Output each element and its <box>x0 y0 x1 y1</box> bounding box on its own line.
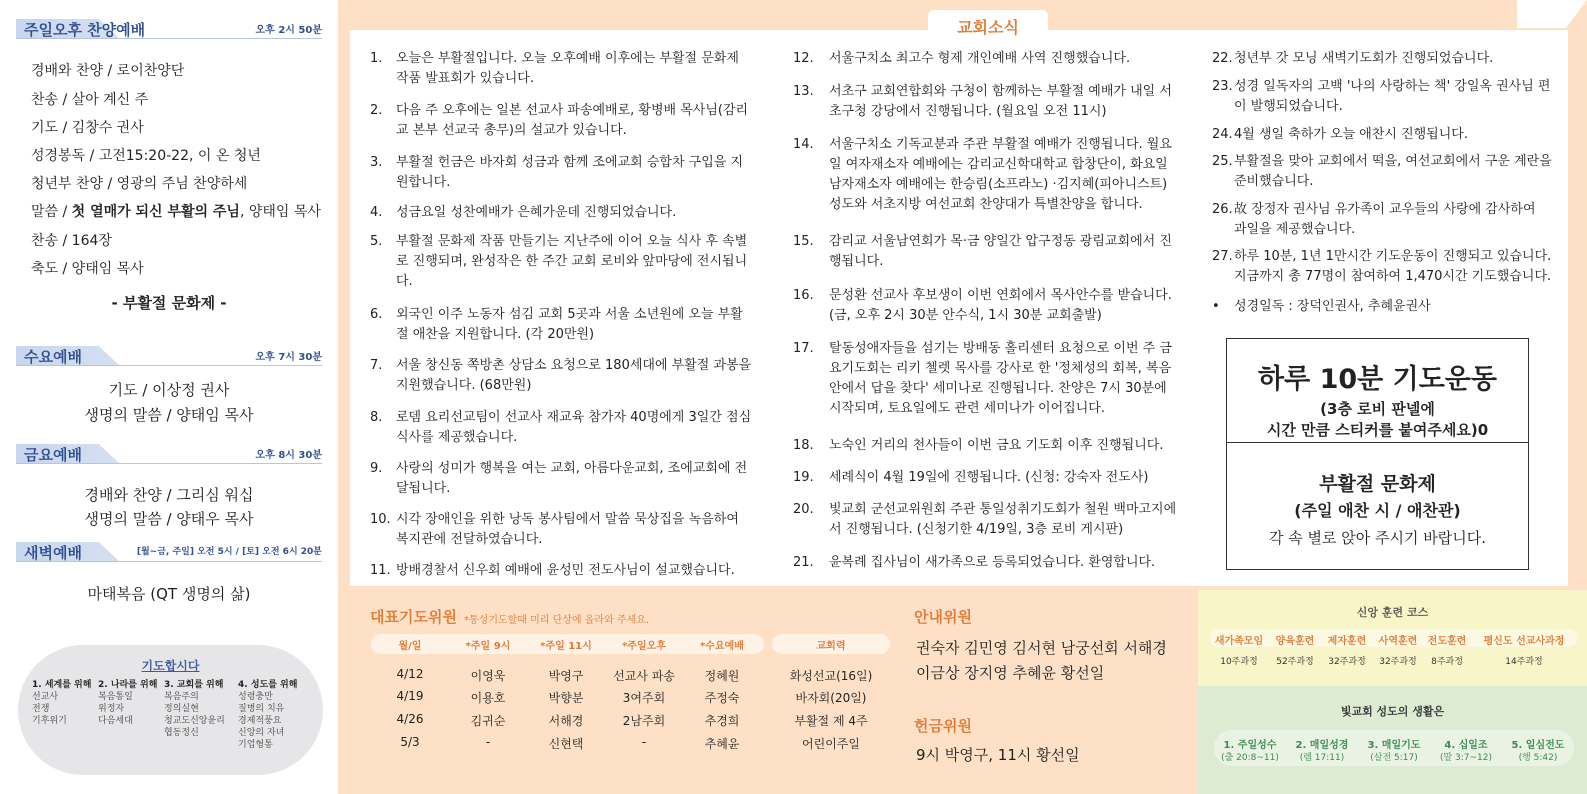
table-cell: 박영구 <box>548 669 584 683</box>
ushers-line2: 이금상 장지영 추혜윤 황선일 <box>916 664 1105 682</box>
news-item <box>793 468 1178 488</box>
news-text: 하루 10분, 1년 1만시간 기도운동이 진행되고 있습니다. 지금까지 총 77명이 참여하여 1,470시간 기도했습니다. <box>1234 249 1552 284</box>
prayer-topic-line: 기업형통 <box>238 740 273 750</box>
prayer-topic-line: 기후위기 <box>32 716 67 726</box>
news-tab <box>928 10 1048 36</box>
service-item: 경배와 찬양 / 그리심 워십 <box>84 486 254 504</box>
dawn-service-title: 새벽예배 <box>24 544 82 562</box>
prayer-topic-line: 협동정신 <box>164 728 199 738</box>
table-cell: 선교사 파송 <box>613 669 675 683</box>
table-cell: - <box>641 735 647 749</box>
table-header: *수요예배 <box>700 641 744 652</box>
prayer-topic-head: 2. 나라를 위해 <box>98 680 158 690</box>
life-header: 5. 일심전도 <box>1511 740 1565 751</box>
table-cell: 서해경 <box>548 714 584 728</box>
campaign-title: 하루 10분 기도운동 <box>1258 364 1497 395</box>
ushers-line1: 권숙자 김민영 김서현 남궁선회 서해경 <box>916 639 1167 657</box>
table-cell: - <box>485 735 491 749</box>
news-text: 4월 생일 축하가 오늘 애찬시 진행됩니다. <box>1234 127 1468 142</box>
service-item: 축도 / 양태임 목사 <box>31 261 144 277</box>
news-number: 22. <box>1212 51 1233 66</box>
table-cell: 주정숙 <box>704 691 740 705</box>
table-cell: 이용호 <box>470 691 506 705</box>
news-item <box>370 305 755 345</box>
service-item: 경배와 찬양 / 로이찬양단 <box>31 63 185 79</box>
life-header: 4. 십일조 <box>1444 740 1488 751</box>
news-text: 방배경찰서 신우회 예배에 윤성민 전도사님이 설교했습니다. <box>396 563 735 578</box>
news-number: 11. <box>370 563 391 578</box>
news-item <box>793 339 1178 419</box>
prayer-topic-line: 복음통일 <box>98 692 133 702</box>
news-number: • <box>1212 299 1220 314</box>
table-cell: 바자회(20일) <box>795 691 867 705</box>
service-item: 생명의 말씀 / 양태우 목사 <box>84 510 254 528</box>
prayer-topic-head: 1. 세계를 위해 <box>32 680 92 690</box>
dawn-service-header <box>16 540 322 564</box>
table-header: 교회력 <box>816 641 846 652</box>
training-value: 32주과정 <box>1328 657 1366 667</box>
life-verse: (말 3:7~12) <box>1439 753 1493 763</box>
news-number: 3. <box>370 155 383 170</box>
news-text: 시각 장애인을 위한 낭독 봉사팀에서 말씀 묵상집을 녹음하여 복지관에 전달하였습니다. <box>396 512 739 547</box>
news-number: 8. <box>370 410 383 425</box>
worship-order-column <box>0 0 338 794</box>
news-item <box>793 82 1178 122</box>
sermon-preacher: , 양태임 목사 <box>239 204 321 220</box>
service-item: 기도 / 김창수 권사 <box>31 120 144 136</box>
prayer-topic-line: 정의실현 <box>164 704 199 714</box>
life-header: 3. 매일기도 <box>1367 740 1421 751</box>
prayer-topics-box <box>18 645 323 775</box>
life-verse: (렘 17:11) <box>1299 753 1345 763</box>
campaign-sub1: (3층 로비 판넬에 <box>1320 400 1435 418</box>
news-item <box>370 459 755 499</box>
news-number: 27. <box>1212 249 1233 264</box>
news-number: 19. <box>793 470 814 485</box>
training-value: 8주과정 <box>1431 657 1463 667</box>
news-text: 성경 일독자의 고백 '나의 사랑하는 책' 강일옥 권사님 편이 발행되었습니다. <box>1234 79 1551 114</box>
prayer-topic-head: 3. 교회를 위해 <box>164 680 224 690</box>
campaign-sub2: 시간 만큼 스티커를 붙여주세요)0 <box>1266 421 1489 439</box>
news-number: 4. <box>370 205 383 220</box>
table-header: 월/일 <box>398 641 422 652</box>
sunday-service-title: 주일오후 찬양예배 <box>24 21 146 39</box>
training-header: 제자훈련 <box>1327 636 1367 647</box>
training-title: 신앙 훈련 코스 <box>1356 606 1429 619</box>
news-text: 청년부 갓 모닝 새벽기도회가 진행되었습니다. <box>1234 51 1494 66</box>
news-text: 다음 주 오후에는 일본 선교사 파송예배로, 황병배 목사님(감리교 본부 선교국 총무)의 설교가 있습니다. <box>396 103 749 138</box>
news-text: 故 장정자 권사님 유가족이 교우들의 사랑에 감사하여 과일을 제공했습니다. <box>1234 202 1536 237</box>
training-header: 양육훈련 <box>1275 636 1315 647</box>
news-item <box>1212 152 1552 192</box>
friday-service-time: 오후 8시 30분 <box>255 450 322 461</box>
news-number: 17. <box>793 341 814 356</box>
table-cell: 2남주회 <box>622 714 666 728</box>
wednesday-service-time: 오후 7시 30분 <box>255 352 322 363</box>
news-text: 서초구 교회연합회와 구청이 함께하는 부활절 예배가 내일 서초구청 강당에서 진행됩니다. (월요일 오전 11시) <box>829 84 1172 119</box>
table-cell: 부활절 제 4주 <box>794 714 868 728</box>
service-item: 청년부 찬양 / 영광의 주님 찬양하세 <box>31 176 248 192</box>
news-text: 노숙인 거리의 천사들이 이번 금요 기도회 이후 진행됩니다. <box>829 438 1164 453</box>
prayer-topics-title: 기도합시다 <box>141 659 200 673</box>
festival-label: - 부활절 문화제 - <box>111 294 227 312</box>
friday-service-header <box>16 442 322 466</box>
news-item <box>1212 125 1552 145</box>
news-number: 25. <box>1212 154 1233 169</box>
news-item <box>370 153 755 193</box>
news-item <box>370 203 755 223</box>
news-text: 부활절을 맞아 교회에서 떡을, 여선교회에서 구운 계란을 준비했습니다. <box>1234 154 1552 189</box>
table-cell: 화성선교(16일) <box>789 669 873 683</box>
festival-title: 부활절 문화제 <box>1319 473 1436 495</box>
news-item <box>370 408 755 448</box>
news-text: 세례식이 4월 19일에 진행됩니다. (신청: 강숙자 전도사) <box>829 470 1149 485</box>
life-header: 1. 주일성수 <box>1223 740 1277 751</box>
news-text: 감리교 서울남연회가 목·금 양일간 압구정동 광림교회에서 진행됩니다. <box>829 234 1172 269</box>
news-text: 외국인 이주 노동자 섬김 교회 5곳과 서울 소년원에 오늘 부활절 애찬을 지원합니다. (각 20만원) <box>396 307 743 342</box>
training-header: 전도훈련 <box>1427 636 1467 647</box>
prayer-topic-column <box>98 679 157 727</box>
news-number: 21. <box>793 555 814 570</box>
life-title: 빛교회 성도의 생활은 <box>1340 705 1445 718</box>
prayer-topic-line: 전쟁 <box>32 704 50 714</box>
news-item <box>370 561 755 581</box>
service-item: 성경봉독 / 고전15:20-22, 이 온 청년 <box>31 148 261 164</box>
news-item <box>370 356 755 396</box>
news-number: 14. <box>793 137 814 152</box>
table-cell: 어린이주일 <box>802 737 860 751</box>
news-item <box>1212 200 1552 240</box>
news-item <box>793 436 1178 456</box>
news-text: 서울구치소 기독교분과 주관 부활절 예배가 진행됩니다. 월요일 여자재소자 예배에는 감리교신학대학교 합창단이, 화요일 남자재소자 예배에는 한승림(소프라노) ·김지혜(피아니스트) 성도와 서초지방 여선교회 찬양대가 특별찬양을 합니다. <box>829 137 1172 212</box>
prayer-campaign-box <box>1226 338 1529 570</box>
training-value: 14주과정 <box>1505 657 1543 667</box>
news-number: 2. <box>370 103 383 118</box>
table-cell: 4/12 <box>396 667 424 681</box>
news-number: 15. <box>793 234 814 249</box>
news-item <box>793 553 1178 573</box>
news-item <box>1212 49 1552 69</box>
sermon-line <box>31 201 321 221</box>
news-item <box>793 500 1178 540</box>
table-header: *주일오후 <box>622 641 666 652</box>
table-cell: 신현택 <box>548 737 584 751</box>
training-header: 평신도 선교사과정 <box>1483 636 1565 647</box>
service-item: 생명의 말씀 / 양태임 목사 <box>84 406 254 424</box>
service-item: 찬송 / 살아 계신 주 <box>31 92 149 108</box>
news-number: 23. <box>1212 79 1233 94</box>
table-cell: 이영욱 <box>470 669 506 683</box>
wednesday-service-header <box>16 344 322 368</box>
news-number: 24. <box>1212 127 1233 142</box>
news-number: 13. <box>793 84 814 99</box>
news-number: 20. <box>793 502 814 517</box>
news-text: 문성환 선교사 후보생이 이번 연회에서 목사안수를 받습니다. (금, 오후 2시 30분 안수식, 1시 30분 교회출발) <box>829 288 1172 323</box>
life-verse: (출 20:8~11) <box>1221 753 1279 763</box>
news-text: 성경일독 : 장덕인권사, 추혜윤권사 <box>1234 299 1431 314</box>
prayer-topic-line: 성령충만 <box>238 692 273 702</box>
sunday-service-header <box>16 17 322 41</box>
news-item <box>1212 247 1552 287</box>
news-number: 1. <box>370 51 383 66</box>
news-item <box>1212 297 1552 317</box>
news-item <box>370 101 755 141</box>
training-header: 사역훈련 <box>1378 636 1418 647</box>
news-number: 7. <box>370 358 383 373</box>
news-text: 부활절 문화제 작품 만들기는 지난주에 이어 오늘 식사 후 속별로 진행되며, 완성작은 한 주간 교회 로비와 앞마당에 전시됩니다. <box>396 234 748 289</box>
prayer-topic-line: 복음주의 <box>164 692 199 702</box>
table-cell: 정혜원 <box>704 669 740 683</box>
news-text: 사랑의 성미가 행복을 여는 교회, 아름다운교회, 조에교회에 전달됩니다. <box>396 461 748 496</box>
prayer-topic-line: 선교사 <box>32 692 59 702</box>
news-text: 성금요일 성찬예배가 은혜가운데 진행되었습니다. <box>396 205 677 220</box>
news-item <box>793 49 1178 69</box>
table-cell: 4/26 <box>396 712 424 726</box>
service-item: 찬송 / 164장 <box>31 233 112 249</box>
life-verse: (살전 5:17) <box>1370 753 1418 763</box>
festival-note: 각 속 별로 앉아 주시기 바랍니다. <box>1269 529 1486 547</box>
life-verse: (행 5:42) <box>1518 753 1558 763</box>
news-item <box>1212 77 1552 117</box>
rep-prayer-title: 대표기도위원 <box>370 608 457 626</box>
training-value: 52주과정 <box>1276 657 1314 667</box>
dawn-service-time: [월~금, 주일] 오전 5시 / [토] 오전 6시 20분 <box>136 547 322 557</box>
prayer-topic-line: 질병의 치유 <box>238 704 285 714</box>
service-item: 기도 / 이상정 권사 <box>108 381 230 399</box>
table-header: *주일 9시 <box>465 641 511 652</box>
news-item <box>793 135 1178 215</box>
news-text: 오늘은 부활절입니다. 오늘 오후예배 이후에는 부활절 문화제 작품 발표회가 있습니다. <box>396 51 739 86</box>
wednesday-service-title: 수요예배 <box>24 348 82 366</box>
prayer-topic-column <box>238 679 297 751</box>
sermon-title: 첫 열매가 되신 부활의 주님 <box>71 204 240 220</box>
news-number: 18. <box>793 438 814 453</box>
table-cell: 박향분 <box>548 691 584 705</box>
news-item <box>793 286 1178 326</box>
service-item: 마태복음 (QT 생명의 삶) <box>87 585 251 603</box>
sunday-service-time: 오후 2시 50분 <box>255 25 322 36</box>
news-text: 로뎀 요리선교팀이 선교사 재교육 참가자 40명에게 3일간 점심식사를 제공했습니다. <box>396 410 752 445</box>
prayer-topic-line: 신앙의 자녀 <box>238 728 285 738</box>
table-cell: 추경희 <box>704 714 740 728</box>
news-number: 12. <box>793 51 814 66</box>
festival-sub: (주일 애찬 시 / 애찬관) <box>1294 501 1461 520</box>
prayer-topic-line: 청교도신앙윤리 <box>164 716 225 726</box>
offering-line: 9시 박영구, 11시 황선일 <box>916 746 1080 764</box>
table-cell: 3여주회 <box>622 691 666 705</box>
news-number: 10. <box>370 512 391 527</box>
sermon-prefix: 말씀 / <box>31 204 72 220</box>
news-title: 교회소식 <box>957 18 1019 37</box>
prayer-topic-line: 다음세대 <box>98 716 133 726</box>
news-item <box>370 510 755 550</box>
prayer-campaign-top <box>1227 339 1528 443</box>
table-header: *주일 11시 <box>540 641 592 652</box>
news-number: 6. <box>370 307 383 322</box>
news-item <box>370 49 755 89</box>
news-text: 탈동성애자들을 섬기는 방배동 홀리센터 요청으로 이번 주 금요기도회는 리키 첼렛 목사를 강사로 한 '정체성의 회복, 복음 안에서 답을 찾다' 세미나로 진행됩니다. 찬양은 7시 30분에 시작되며, 토요일에도 관련 세미나가 이어집니다. <box>829 341 1172 416</box>
training-value: 32주과정 <box>1379 657 1417 667</box>
prayer-topic-head: 4. 성도를 위해 <box>238 680 298 690</box>
prayer-topic-line: 경제적풍요 <box>238 716 282 726</box>
training-header: 새가족모임 <box>1214 636 1264 647</box>
news-number: 26. <box>1212 202 1233 217</box>
news-item <box>793 232 1178 272</box>
news-text: 부활절 헌금은 바자회 성금과 함께 조에교회 승합차 구입을 지원합니다. <box>396 155 744 190</box>
news-text: 윤복례 집사님이 새가족으로 등록되었습니다. 환영합니다. <box>829 555 1156 570</box>
prayer-topic-column <box>164 679 225 739</box>
news-number: 9. <box>370 461 383 476</box>
news-number: 5. <box>370 234 383 249</box>
table-cell: 4/19 <box>396 689 424 703</box>
table-cell: 5/3 <box>400 735 420 749</box>
training-value: 10주과정 <box>1220 657 1258 667</box>
news-text: 서울구치소 최고수 형제 개인예배 사역 진행했습니다. <box>829 51 1131 66</box>
news-number: 16. <box>793 288 814 303</box>
festival-box <box>1227 443 1528 569</box>
news-text: 서울 창신동 쪽방촌 상담소 요청으로 180세대에 부활절 과봉을 지원했습니다. (68만원) <box>396 358 752 393</box>
life-header: 2. 매일성경 <box>1295 740 1349 751</box>
news-item <box>370 232 755 292</box>
table-cell: 추혜윤 <box>704 737 740 751</box>
prayer-topic-line: 위정자 <box>98 704 125 714</box>
ushers-title: 안내위원 <box>914 608 972 626</box>
prayer-topic-column <box>32 679 91 727</box>
friday-service-title: 금요예배 <box>24 446 82 464</box>
offering-title: 헌금위원 <box>914 717 972 735</box>
rep-prayer-note: *통성기도할때 미리 단상에 올라와 주세요. <box>464 615 650 626</box>
news-text: 빛교회 군선교위원회 주관 통일성취기도회가 철원 백마고지에서 진행됩니다. (신청기한 4/19일, 3층 로비 게시판) <box>829 502 1177 537</box>
table-cell: 김귀순 <box>470 714 506 728</box>
